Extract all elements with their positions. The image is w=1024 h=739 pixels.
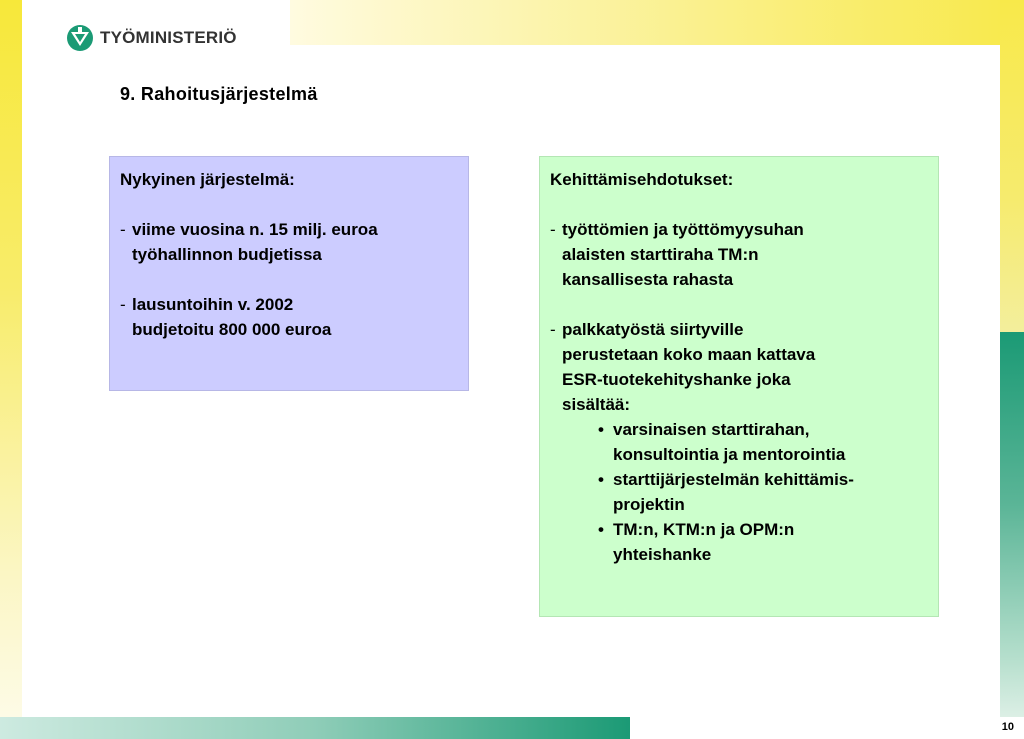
top-decorative-band — [290, 0, 1024, 45]
sub-list-item-text: TM:n, KTM:n ja OPM:n yhteishanke — [613, 520, 795, 564]
dash-marker: - — [120, 220, 126, 239]
sub-list-item — [598, 417, 928, 467]
bottom-green-band — [0, 717, 630, 739]
list-item — [550, 217, 928, 292]
list-item — [120, 292, 458, 342]
logo-text: TYÖMINISTERIÖ — [100, 28, 237, 47]
left-decorative-band — [0, 0, 22, 717]
dash-marker: - — [120, 295, 126, 314]
list-item — [550, 317, 928, 417]
dash-marker: - — [550, 320, 556, 339]
sub-list-item — [598, 467, 928, 517]
ministry-logo-icon — [66, 24, 94, 52]
bullet-marker: • — [598, 420, 604, 439]
right-yellow-band — [1000, 0, 1024, 332]
ministry-logo — [66, 24, 237, 52]
development-proposals-box — [539, 156, 939, 617]
current-system-box — [109, 156, 469, 391]
development-proposals-heading: Kehittämisehdotukset: — [550, 170, 734, 189]
dash-marker: - — [550, 220, 556, 239]
sub-list — [550, 417, 928, 567]
list-item-text: palkkatyöstä siirtyville perustetaan koko maan kattava ESR-tuotekehityshanke joka sisältää: — [562, 320, 816, 414]
sub-list-item — [598, 517, 928, 567]
sub-list-item-text: starttijärjestelmän kehittämis- projektin — [613, 470, 854, 514]
bullet-marker: • — [598, 520, 604, 539]
list-item-text: viime vuosina n. 15 milj. euroa työhallinnon budjetissa — [132, 220, 378, 264]
right-green-band — [1000, 332, 1024, 717]
sub-list-item-text: varsinaisen starttirahan, konsultointia ja mentorointia — [613, 420, 846, 464]
list-item-text: työttömien ja työttömyysuhan alaisten starttiraha TM:n kansallisesta rahasta — [562, 220, 804, 289]
list-item-text: lausuntoihin v. 2002 budjetoitu 800 000 euroa — [132, 295, 332, 339]
list-item — [120, 217, 458, 267]
slide-title: 9. Rahoitusjärjestelmä — [120, 84, 318, 104]
current-system-heading: Nykyinen järjestelmä: — [120, 170, 295, 189]
page-number: 10 — [1001, 721, 1014, 733]
bullet-marker: • — [598, 470, 604, 489]
